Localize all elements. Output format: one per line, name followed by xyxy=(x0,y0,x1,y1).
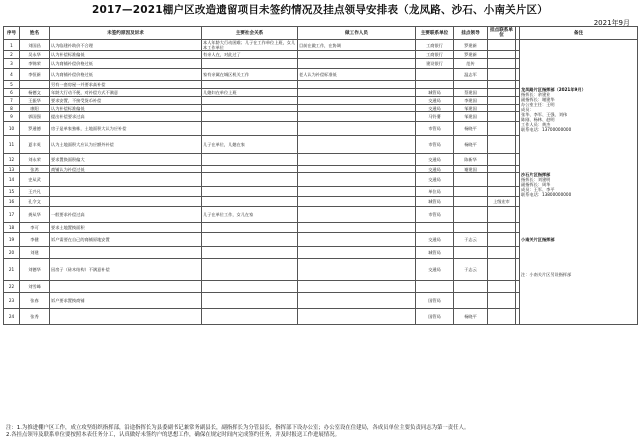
table-cell-name: 张秀 xyxy=(20,309,50,325)
table-cell-staff xyxy=(298,247,416,259)
table-cell-spacer xyxy=(516,105,520,112)
table-cell-unit xyxy=(416,69,454,81)
table-cell-reason: 诉户需要在自己的商铺原地安置 xyxy=(50,233,202,247)
table-cell-name: 刘永荣 xyxy=(20,154,50,166)
header-cell: 未签约原因及诉求 xyxy=(50,27,202,40)
table-cell-spacer xyxy=(516,112,520,122)
table-cell-lunit: 上级宏市 xyxy=(488,197,516,207)
table-cell-unit: 交通局 xyxy=(416,105,454,112)
table-cell-staff xyxy=(298,233,416,247)
table-cell-staff xyxy=(298,112,416,122)
table-cell-leader xyxy=(454,187,488,197)
table-cell-leader: 于志云 xyxy=(454,233,488,247)
table-cell-leader xyxy=(454,293,488,309)
table-cell-no: 4 xyxy=(4,69,20,81)
table-cell-spacer xyxy=(516,207,520,223)
table-cell-unit: 城管局 xyxy=(416,247,454,259)
remarks-item: 张华、李军、王强、刘伟 xyxy=(521,112,568,117)
table-cell-rel xyxy=(202,293,298,309)
table-cell-spacer xyxy=(516,154,520,166)
table-cell-reason: 房子是单家独栋，土地面积大认为应补偿 xyxy=(50,122,202,136)
table-cell-lunit xyxy=(488,89,516,97)
table-cell-rel xyxy=(202,187,298,197)
table-cell-name: 龚从华 xyxy=(20,207,50,223)
header-cell: 挂点领导 xyxy=(454,27,488,40)
table-cell-staff xyxy=(298,59,416,69)
table-cell-lunit xyxy=(488,187,516,197)
table-cell-rel: 儿媳妇在单位上班 xyxy=(202,89,298,97)
table-cell-leader xyxy=(454,173,488,187)
table-cell-no: 10 xyxy=(4,122,20,136)
table-cell-rel xyxy=(202,247,298,259)
table-cell-unit xyxy=(416,81,454,89)
table-cell-reason: 因房子（砖木结构）不满意补偿 xyxy=(50,259,202,281)
table-cell-unit: 交通局 xyxy=(416,259,454,281)
table-cell-lunit xyxy=(488,97,516,105)
table-cell-rel: 本人年龄大行动困难；儿子在工作单位上班，女儿本工作单位 xyxy=(202,40,298,51)
table-cell-lunit xyxy=(488,309,516,325)
table-cell-name: 张春 xyxy=(20,293,50,309)
remarks-title-3: 小南关片区指挥部 xyxy=(521,237,555,242)
table-cell-reason: 年龄大行动不便，对补偿方式不满意 xyxy=(50,89,202,97)
table-cell-reason: 要求安置，不接受货币补偿 xyxy=(50,97,202,105)
table-cell-unit: 国管局 xyxy=(416,293,454,309)
header-cell: 备注 xyxy=(520,27,638,40)
table-cell-rel: 有亲人在，对此过了 xyxy=(202,51,298,59)
table-cell-unit: 市管局 xyxy=(416,136,454,154)
table-cell-name: 刘国昌 xyxy=(20,40,50,51)
table-cell-rel: 家有亲属在城区机关工作 xyxy=(202,69,298,81)
table-cell-staff xyxy=(298,81,416,89)
table-cell-lunit xyxy=(488,59,516,69)
table-cell-staff: 目前在做工作，在协调 xyxy=(298,40,416,51)
table-cell-leader: 温志军 xyxy=(454,69,488,81)
table-cell-lunit xyxy=(488,233,516,247)
table-cell-no: 14 xyxy=(4,173,20,187)
table-cell-lunit xyxy=(488,40,516,51)
table-cell-no: 3 xyxy=(4,59,20,69)
table-cell-lunit xyxy=(488,207,516,223)
remarks-item: 成员： xyxy=(521,107,534,112)
header-cell: 主要社会关系 xyxy=(202,27,298,40)
table-cell-rel xyxy=(202,309,298,325)
table-cell-lunit xyxy=(488,173,516,187)
table-cell-spacer xyxy=(516,166,520,173)
table-cell-lunit xyxy=(488,247,516,259)
table-cell-unit: 城管局 xyxy=(416,197,454,207)
table-cell-lunit xyxy=(488,136,516,154)
table-cell-reason: 认为土地面积大应认为应额外补偿 xyxy=(50,136,202,154)
assignment-table xyxy=(3,26,638,325)
table-cell-spacer xyxy=(516,59,520,69)
table-cell-name: 夏丰英 xyxy=(20,136,50,154)
table-cell-leader: 谢建国 xyxy=(454,166,488,173)
table-cell-leader: 罗建新 xyxy=(454,40,488,51)
table-cell-unit: 交通局 xyxy=(416,154,454,166)
table-cell-no: 20 xyxy=(4,247,20,259)
document-date: 2021年9月 xyxy=(593,19,630,27)
table-cell-reason xyxy=(50,281,202,293)
table-cell-lunit xyxy=(488,69,516,81)
table-cell-name: 康阳 xyxy=(20,105,50,112)
table-cell-lunit xyxy=(488,223,516,233)
table-cell-staff xyxy=(298,173,416,187)
table-cell-spacer xyxy=(516,97,520,105)
table-cell-staff xyxy=(298,281,416,293)
table-cell-no: 5 xyxy=(4,81,20,89)
table-cell-rel: 儿子在单位，儿媳在家 xyxy=(202,136,298,154)
table-cell-staff xyxy=(298,97,416,105)
table-cell-no: 8 xyxy=(4,105,20,112)
table-cell-leader: 邹建国 xyxy=(454,105,488,112)
table-cell-rel xyxy=(202,81,298,89)
table-cell-no: 15 xyxy=(4,187,20,197)
remarks-item: 工作人员：黄杰 xyxy=(521,122,551,127)
footnote: 注：1.为推进棚户区工作，成立攻坚组织指挥部，沿途指挥长为县委副书记兼常务副县长，副指挥长为分管县长，指挥部下设办公室；办公室设在住建局，各成员单位主要负责同志为第一责任人。 xyxy=(6,425,470,431)
table-cell-no: 18 xyxy=(4,223,20,233)
table-cell-rel xyxy=(202,122,298,136)
table-cell-rel xyxy=(202,233,298,247)
table-cell-name: 刘雪峰 xyxy=(20,281,50,293)
header-cell: 主要联系单位 xyxy=(416,27,454,40)
table-cell-no: 1 xyxy=(4,40,20,51)
table-cell-name: 李可 xyxy=(20,223,50,233)
table-cell-reason: 认为商铺补偿价格过低 xyxy=(50,59,202,69)
table-cell-leader xyxy=(454,281,488,293)
table-cell-staff xyxy=(298,166,416,173)
table-cell-no: 23 xyxy=(4,293,20,309)
table-cell-no: 16 xyxy=(4,197,20,207)
table-cell-name: 李锦荣 xyxy=(20,59,50,69)
table-cell-spacer xyxy=(516,81,520,89)
table-cell-staff xyxy=(298,223,416,233)
table-cell-rel xyxy=(202,223,298,233)
table-cell-rel xyxy=(202,154,298,166)
table-cell-lunit xyxy=(488,293,516,309)
table-cell-name: 孔令文 xyxy=(20,197,50,207)
table-cell-leader: 邹建国 xyxy=(454,112,488,122)
table-cell-rel xyxy=(202,259,298,281)
table-cell-name: 王振华 xyxy=(20,97,50,105)
table-cell-spacer xyxy=(516,281,520,293)
table-cell-staff xyxy=(298,187,416,197)
table-cell-leader: 杨晓平 xyxy=(454,136,488,154)
table-cell-leader: 罗建新 xyxy=(454,51,488,59)
remarks-item: 联系电话：13800000000 xyxy=(521,192,572,197)
table-cell-no: 17 xyxy=(4,207,20,223)
table-cell-reason: 另有一套房屋一并要求高补偿 xyxy=(50,81,202,89)
table-cell-spacer xyxy=(516,136,520,154)
table-cell-unit: 国管局 xyxy=(416,309,454,325)
table-cell-unit: 单位局 xyxy=(416,187,454,197)
table-cell-rel xyxy=(202,197,298,207)
table-cell-staff xyxy=(298,207,416,223)
table-cell-staff xyxy=(298,154,416,166)
table-cell-name: 罗通德 xyxy=(20,122,50,136)
table-cell-unit: 城管局 xyxy=(416,89,454,97)
header-cell: 挂点联系单位 xyxy=(488,27,516,40)
table-cell-lunit xyxy=(488,166,516,173)
table-cell-name: 吴永华 xyxy=(20,51,50,59)
table-cell-leader: 蔡建国 xyxy=(454,89,488,97)
table-cell-no: 13 xyxy=(4,166,20,173)
document-title: 2017—2021棚户区改造遗留项目未签约情况及挂点领导安排表（龙凤路、沙石、小南关片区） xyxy=(92,4,548,16)
table-cell-staff xyxy=(298,309,416,325)
table-cell-lunit xyxy=(488,281,516,293)
table-cell-name: 刘建 xyxy=(20,247,50,259)
table-cell-name: 王兴凡 xyxy=(20,187,50,197)
table-cell-lunit xyxy=(488,122,516,136)
header-cell: 序号 xyxy=(4,27,20,40)
table-cell-reason: 提出补偿要求过高 xyxy=(50,112,202,122)
table-cell-staff xyxy=(298,259,416,281)
table-cell-reason: 诉户要求置换商铺 xyxy=(50,293,202,309)
table-cell-leader: 杨晓平 xyxy=(454,309,488,325)
table-cell-unit: 交通局 xyxy=(416,166,454,173)
table-cell-no: 2 xyxy=(4,51,20,59)
table-cell-name: 史从武 xyxy=(20,173,50,187)
table-cell-name xyxy=(20,81,50,89)
table-cell-spacer xyxy=(516,173,520,187)
table-cell-spacer xyxy=(516,309,520,325)
table-cell-reason xyxy=(50,187,202,197)
table-cell-leader xyxy=(454,197,488,207)
table-cell-leader xyxy=(454,81,488,89)
table-cell-rel xyxy=(202,281,298,293)
table-cell-leader xyxy=(454,247,488,259)
table-cell-no: 22 xyxy=(4,281,20,293)
table-cell-staff xyxy=(298,89,416,97)
table-cell-spacer xyxy=(516,122,520,136)
table-cell-rel xyxy=(202,166,298,173)
table-cell-reason: 认为补偿标准偏低 xyxy=(50,105,202,112)
table-cell-name: 李恒新 xyxy=(20,69,50,81)
table-cell-no: 21 xyxy=(4,259,20,281)
table-cell-staff xyxy=(298,105,416,112)
table-cell-no: 19 xyxy=(4,233,20,247)
table-cell-name: 刘德华 xyxy=(20,259,50,281)
table-cell-reason: 商铺认为补偿过低 xyxy=(50,166,202,173)
table-cell-unit: 交通局 xyxy=(416,173,454,187)
table-cell-reason: 认为临建补助价不合理 xyxy=(50,40,202,51)
table-cell-staff xyxy=(298,293,416,309)
table-cell-unit: 市管局 xyxy=(416,122,454,136)
table-cell-unit: 工商银行 xyxy=(416,51,454,59)
table-cell-no: 12 xyxy=(4,154,20,166)
remarks-column xyxy=(520,40,638,325)
table-cell-no: 9 xyxy=(4,112,20,122)
remarks-title: 龙凤路片区指挥部（2021年9月） xyxy=(521,87,586,92)
table-cell-unit: 交通局 xyxy=(416,97,454,105)
table-cell-staff xyxy=(298,136,416,154)
table-cell-spacer xyxy=(516,69,520,81)
table-cell-unit: 市管局 xyxy=(416,207,454,223)
table-cell-unit: 马铃薯 xyxy=(416,112,454,122)
table-cell-reason: 要求置换面积偏大 xyxy=(50,154,202,166)
table-cell-leader: 李建国 xyxy=(454,97,488,105)
table-cell-spacer xyxy=(516,89,520,97)
table-cell-rel xyxy=(202,112,298,122)
header-cell: 做工作人员 xyxy=(298,27,416,40)
table-cell-name: 张鸿 xyxy=(20,166,50,173)
table-cell-spacer xyxy=(516,223,520,233)
remarks-note: 注：小南关片区另设指挥部 xyxy=(521,272,572,277)
table-cell-name: 李健 xyxy=(20,233,50,247)
table-cell-lunit xyxy=(488,112,516,122)
table-cell-leader: 陈新华 xyxy=(454,154,488,166)
table-cell-spacer xyxy=(516,293,520,309)
table-cell-reason: 一般要求补偿过高 xyxy=(50,207,202,223)
table-cell-leader: 杨晓平 xyxy=(454,122,488,136)
table-cell-reason xyxy=(50,309,202,325)
table-cell-staff xyxy=(298,122,416,136)
table-cell-no: 6 xyxy=(4,89,20,97)
remarks-item: 指挥长：余建业 xyxy=(521,92,551,97)
table-cell-reason: 要求土地置换面积 xyxy=(50,223,202,233)
table-cell-spacer xyxy=(516,197,520,207)
table-cell-spacer xyxy=(516,233,520,247)
table-cell-rel xyxy=(202,97,298,105)
table-cell-name: 郭国强 xyxy=(20,112,50,122)
table-row xyxy=(4,40,638,51)
remarks-title-2: 沙石片区指挥部 xyxy=(521,172,551,177)
remarks-item: 成员：王军、李平 xyxy=(521,187,555,192)
remarks-item: 副指挥长：周华 xyxy=(521,182,551,187)
table-cell-rel: 儿子在单位工作，女儿在家 xyxy=(202,207,298,223)
table-cell-lunit xyxy=(488,154,516,166)
table-cell-reason xyxy=(50,197,202,207)
table-cell-leader xyxy=(454,223,488,233)
table-header-row xyxy=(4,27,638,40)
table-cell-lunit xyxy=(488,81,516,89)
table-cell-reason xyxy=(50,173,202,187)
remarks-item: 指挥长：刘建明 xyxy=(521,177,551,182)
remarks-item: 联系电话：13700000000 xyxy=(521,127,572,132)
remarks-item: 副指挥长：谢建华 xyxy=(521,97,555,102)
table-cell-reason xyxy=(50,247,202,259)
table-cell-leader: 范传 xyxy=(454,59,488,69)
table-cell-reason: 认为商铺补偿价格过低 xyxy=(50,69,202,81)
table-cell-no: 24 xyxy=(4,309,20,325)
table-cell-lunit xyxy=(488,105,516,112)
header-cell: 姓名 xyxy=(20,27,50,40)
table-cell-staff: 老人认为补偿标准低 xyxy=(298,69,416,81)
table-cell-lunit xyxy=(488,259,516,281)
table-cell-staff xyxy=(298,197,416,207)
table-cell-rel xyxy=(202,105,298,112)
table-cell-spacer xyxy=(516,259,520,281)
table-cell-unit: 建设银行 xyxy=(416,59,454,69)
table-cell-unit: 交通局 xyxy=(416,233,454,247)
footnote: 2.各挂点领导及联系单位要按照本表任务分工，认真做好未签约户的思想工作，确保在规定时间内完成签约任务，并及时报送工作进展情况。 xyxy=(6,432,340,438)
table-cell-unit xyxy=(416,281,454,293)
table-cell-reason: 认为补偿标准偏低 xyxy=(50,51,202,59)
table-cell-leader: 于志云 xyxy=(454,259,488,281)
remarks-item: 办公室主任：王明 xyxy=(521,102,555,107)
table-cell-unit: 工商银行 xyxy=(416,40,454,51)
table-cell-spacer xyxy=(516,187,520,197)
table-cell-spacer xyxy=(516,247,520,259)
table-cell-no: 7 xyxy=(4,97,20,105)
table-cell-rel xyxy=(202,59,298,69)
table-cell-no: 11 xyxy=(4,136,20,154)
table-cell-unit xyxy=(416,223,454,233)
table-cell-leader xyxy=(454,207,488,223)
footnotes xyxy=(6,425,636,439)
table-cell-name: 杨德文 xyxy=(20,89,50,97)
table-cell-rel xyxy=(202,173,298,187)
remarks-item: 陈刚、杨林、赵明 xyxy=(521,117,555,122)
table-cell-staff xyxy=(298,51,416,59)
table-cell-lunit xyxy=(488,51,516,59)
table-cell-spacer xyxy=(516,51,520,59)
